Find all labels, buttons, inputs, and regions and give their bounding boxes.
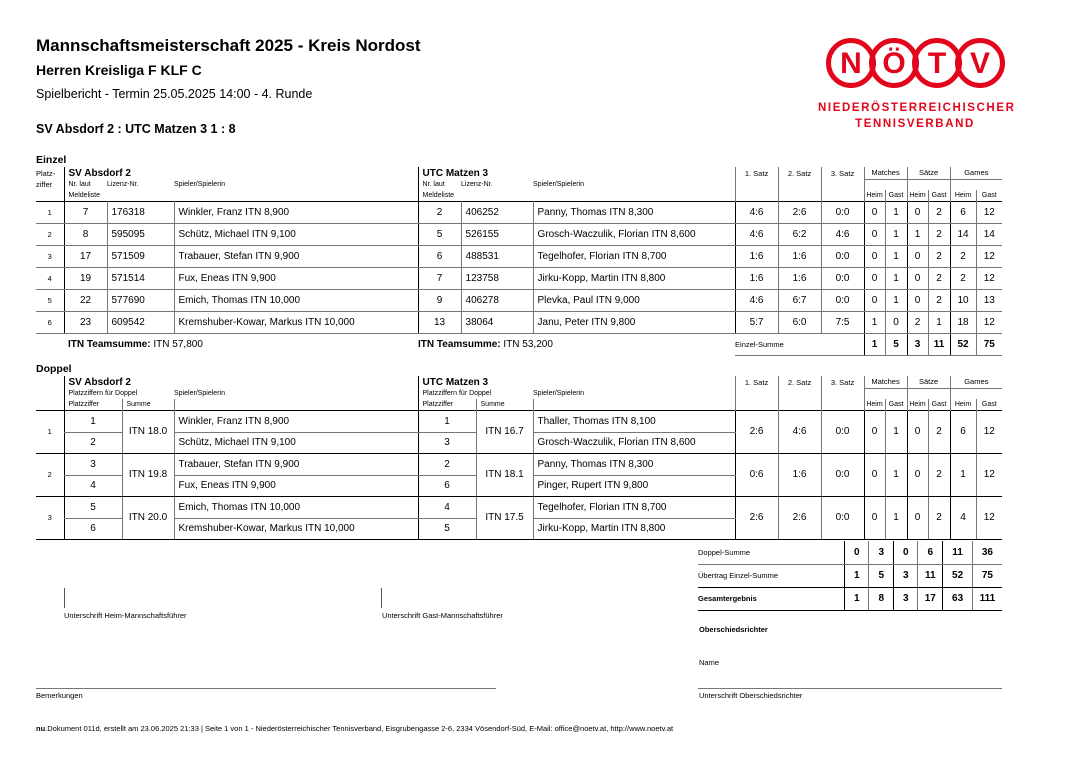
home-list-number: 7 bbox=[64, 201, 107, 223]
home-platz2: 4 bbox=[64, 475, 122, 496]
saetze-heim: Heim bbox=[907, 190, 928, 201]
home-player2: Fux, Eneas ITN 9,900 bbox=[174, 475, 418, 496]
set2-score: 1:6 bbox=[778, 267, 821, 289]
d-spieler-label: Spieler/Spielerin bbox=[174, 390, 225, 397]
matches-guest: 0 bbox=[885, 311, 907, 333]
home-itn-sum: ITN 19.8 bbox=[122, 453, 174, 496]
ziffer-label: ziffer bbox=[36, 180, 53, 189]
matches-header: Matches bbox=[864, 167, 907, 179]
sig-heim-label: Unterschrift Heim-Mannschaftsführer bbox=[64, 611, 187, 620]
games-home: 6 bbox=[950, 201, 976, 223]
einzel-sum-mh: 1 bbox=[864, 333, 885, 355]
sets-guest: 2 bbox=[928, 201, 950, 223]
spieler-label: Spieler/Spielerin bbox=[174, 181, 225, 188]
section-einzel: Einzel bbox=[36, 154, 67, 166]
matches-guest: 1 bbox=[885, 453, 907, 496]
set2-score: 6:0 bbox=[778, 311, 821, 333]
home-player: Winkler, Franz ITN 8,900 bbox=[174, 201, 418, 223]
doubles-row bbox=[36, 410, 1002, 432]
sets-home: 0 bbox=[907, 245, 928, 267]
gesamt-gh: 63 bbox=[943, 587, 973, 610]
set3-score: 4:6 bbox=[821, 223, 864, 245]
doppel-sum-mh: 0 bbox=[845, 541, 869, 564]
doubles-row bbox=[36, 453, 1002, 475]
doppel-summe-label: Doppel-Summe bbox=[698, 541, 845, 564]
d-matches-heim: Heim bbox=[864, 399, 885, 410]
guest-license: 526155 bbox=[461, 223, 533, 245]
home-list-number: 23 bbox=[64, 311, 107, 333]
set3-score: 0:0 bbox=[821, 289, 864, 311]
guest-license: 488531 bbox=[461, 245, 533, 267]
sets-guest: 2 bbox=[928, 453, 950, 496]
home-license: 176318 bbox=[107, 201, 174, 223]
logo-text-line1: NIEDERÖSTERREICHISCHER bbox=[818, 102, 1016, 114]
guest-team-name: UTC Matzen 3 bbox=[418, 167, 735, 179]
platzziffer-label: Platzziffer bbox=[64, 399, 122, 410]
matches-guest: 1 bbox=[885, 289, 907, 311]
home-player: Fux, Eneas ITN 9,900 bbox=[174, 267, 418, 289]
guest-player: Grosch-Waczulik, Florian ITN 8,600 bbox=[533, 223, 735, 245]
home-player1: Winkler, Franz ITN 8,900 bbox=[174, 410, 418, 432]
matches-home: 0 bbox=[864, 496, 885, 539]
nr-laut-label-guest: Nr. laut bbox=[418, 179, 461, 190]
home-platz1: 5 bbox=[64, 496, 122, 518]
games-home: 18 bbox=[950, 311, 976, 333]
matches-guest: 1 bbox=[885, 201, 907, 223]
home-player1: Emich, Thomas ITN 10,000 bbox=[174, 496, 418, 518]
logo-letter-oe: Ö bbox=[869, 38, 919, 88]
matches-guest: 1 bbox=[885, 267, 907, 289]
singles-row bbox=[36, 289, 1002, 311]
sets-home: 0 bbox=[907, 289, 928, 311]
set2-score: 6:7 bbox=[778, 289, 821, 311]
home-itn-sum: ITN 18.0 bbox=[122, 410, 174, 453]
home-player: Kremshuber-Kowar, Markus ITN 10,000 bbox=[174, 311, 418, 333]
bemerkungen-label: Bemerkungen bbox=[36, 691, 83, 700]
sets-home: 1 bbox=[907, 223, 928, 245]
set3-score: 7:5 bbox=[821, 311, 864, 333]
platzziffern-doppel-label: Platzziffern für Doppel bbox=[64, 388, 174, 399]
guest-player1: Panny, Thomas ITN 8,300 bbox=[533, 453, 735, 475]
guest-player: Tegelhofer, Florian ITN 8,700 bbox=[533, 245, 735, 267]
guest-list-number: 2 bbox=[418, 201, 461, 223]
sets-guest: 1 bbox=[928, 311, 950, 333]
games-guest: 12 bbox=[976, 453, 1002, 496]
set1-score: 5:7 bbox=[735, 311, 778, 333]
d-saetze-header: Sätze bbox=[907, 376, 950, 388]
games-guest: 14 bbox=[976, 223, 1002, 245]
singles-row bbox=[36, 223, 1002, 245]
set1-score: 4:6 bbox=[735, 289, 778, 311]
games-home: 10 bbox=[950, 289, 976, 311]
uebertrag-sg: 11 bbox=[918, 564, 943, 587]
guest-player1: Thaller, Thomas ITN 8,100 bbox=[533, 410, 735, 432]
guest-player2: Grosch-Waczulik, Florian ITN 8,600 bbox=[533, 432, 735, 453]
home-team-name: SV Absdorf 2 bbox=[64, 167, 418, 179]
sets-home: 0 bbox=[907, 453, 928, 496]
guest-itn-total: ITN Teamsumme: ITN 53,200 bbox=[418, 338, 553, 350]
home-platz2: 2 bbox=[64, 432, 122, 453]
sets-home: 2 bbox=[907, 311, 928, 333]
footer bbox=[36, 724, 673, 733]
saetze-gast: Gast bbox=[928, 190, 950, 201]
satz3-header: 3. Satz bbox=[821, 167, 864, 179]
games-home: 2 bbox=[950, 267, 976, 289]
doubles-position: 2 bbox=[36, 453, 64, 496]
satz1-header: 1. Satz bbox=[735, 167, 778, 179]
set1-score: 4:6 bbox=[735, 201, 778, 223]
einzel-sum-gg: 75 bbox=[976, 333, 1002, 355]
set3-score: 0:0 bbox=[821, 245, 864, 267]
doubles-home-team: SV Absdorf 2 bbox=[64, 376, 418, 388]
doppel-sum-sg: 6 bbox=[918, 541, 943, 564]
matches-home: 0 bbox=[864, 201, 885, 223]
home-player: Schütz, Michael ITN 9,100 bbox=[174, 223, 418, 245]
set1-score: 0:6 bbox=[735, 453, 778, 496]
summe-label-guest: Summe bbox=[476, 399, 533, 410]
games-home: 2 bbox=[950, 245, 976, 267]
osr-signature-label: Unterschrift Oberschiedsrichter bbox=[699, 691, 803, 700]
gesamt-gg: 111 bbox=[972, 587, 1002, 610]
gesamt-sh: 3 bbox=[894, 587, 918, 610]
matches-guest: 1 bbox=[885, 410, 907, 453]
saetze-header: Sätze bbox=[907, 167, 950, 179]
matches-home: 0 bbox=[864, 245, 885, 267]
sets-guest: 2 bbox=[928, 245, 950, 267]
guest-player1: Tegelhofer, Florian ITN 8,700 bbox=[533, 496, 735, 518]
set1-score: 1:6 bbox=[735, 245, 778, 267]
set1-score: 2:6 bbox=[735, 410, 778, 453]
gesamtergebnis-label: Gesamtergebnis bbox=[698, 587, 845, 610]
matches-home: 0 bbox=[864, 223, 885, 245]
position-number: 1 bbox=[36, 201, 64, 223]
summe-label: Summe bbox=[122, 399, 174, 410]
summary-table bbox=[698, 541, 1002, 611]
sets-home: 0 bbox=[907, 496, 928, 539]
report-subtitle: Spielbericht - Termin 25.05.2025 14:00 - 4. Runde bbox=[36, 87, 313, 101]
home-platz2: 6 bbox=[64, 518, 122, 539]
games-guest: 13 bbox=[976, 289, 1002, 311]
name-label: Name bbox=[699, 658, 720, 667]
games-guest: 12 bbox=[976, 201, 1002, 223]
sets-home: 0 bbox=[907, 201, 928, 223]
page-title: Mannschaftsmeisterschaft 2025 - Kreis Nordost bbox=[36, 36, 421, 55]
sets-guest: 2 bbox=[928, 410, 950, 453]
home-platz1: 1 bbox=[64, 410, 122, 432]
doubles-position: 1 bbox=[36, 410, 64, 453]
set2-score: 1:6 bbox=[778, 453, 821, 496]
set1-score: 2:6 bbox=[735, 496, 778, 539]
sig-heim-marker bbox=[64, 588, 65, 608]
logo-letter-t: T bbox=[912, 38, 962, 88]
games-guest: 12 bbox=[976, 410, 1002, 453]
d-games-heim: Heim bbox=[950, 399, 976, 410]
einzel-sum-gh: 52 bbox=[950, 333, 976, 355]
einzel-sum-sg: 11 bbox=[928, 333, 950, 355]
lizenz-label-guest: Lizenz-Nr. bbox=[461, 181, 493, 188]
guest-list-number: 5 bbox=[418, 223, 461, 245]
matches-home: 0 bbox=[864, 453, 885, 496]
guest-platz1: 1 bbox=[418, 410, 476, 432]
home-player2: Schütz, Michael ITN 9,100 bbox=[174, 432, 418, 453]
set3-score: 0:0 bbox=[821, 267, 864, 289]
guest-player: Janu, Peter ITN 9,800 bbox=[533, 311, 735, 333]
sets-guest: 2 bbox=[928, 289, 950, 311]
home-license: 577690 bbox=[107, 289, 174, 311]
spieler-label-guest: Spieler/Spielerin bbox=[533, 181, 584, 188]
home-license: 571514 bbox=[107, 267, 174, 289]
d-satz1-header: 1. Satz bbox=[735, 376, 778, 388]
set1-score: 4:6 bbox=[735, 223, 778, 245]
doubles-guest-team: UTC Matzen 3 bbox=[418, 376, 735, 388]
guest-itn-sum: ITN 17.5 bbox=[476, 496, 533, 539]
guest-list-number: 13 bbox=[418, 311, 461, 333]
guest-list-number: 7 bbox=[418, 267, 461, 289]
set2-score: 6:2 bbox=[778, 223, 821, 245]
set1-score: 1:6 bbox=[735, 267, 778, 289]
doppel-sum-gg: 36 bbox=[972, 541, 1002, 564]
home-list-number: 8 bbox=[64, 223, 107, 245]
set3-score: 0:0 bbox=[821, 201, 864, 223]
set3-score: 0:0 bbox=[821, 410, 864, 453]
home-list-number: 19 bbox=[64, 267, 107, 289]
section-doppel: Doppel bbox=[36, 363, 72, 375]
matches-guest: 1 bbox=[885, 496, 907, 539]
footer-text: .Dokument 011d, erstellt am 23.06.2025 21:33 | Seite 1 von 1 - Niederösterreichischer Tennisverband, Eisgrubengasse 2-6, 2334 Vösendorf-Süd, E-Mail: office@noetv.at, http://www.noetv.at bbox=[45, 724, 674, 733]
d-satz2-header: 2. Satz bbox=[778, 376, 821, 388]
home-license: 609542 bbox=[107, 311, 174, 333]
bemerkungen-line bbox=[36, 688, 496, 689]
games-heim: Heim bbox=[950, 190, 976, 201]
set2-score: 2:6 bbox=[778, 496, 821, 539]
doubles-table bbox=[36, 376, 1002, 540]
guest-license: 406278 bbox=[461, 289, 533, 311]
meldeliste-label: Meldeliste bbox=[64, 190, 107, 201]
uebertrag-sh: 3 bbox=[894, 564, 918, 587]
d-spieler-label-guest: Spieler/Spielerin bbox=[533, 390, 584, 397]
games-guest: 12 bbox=[976, 311, 1002, 333]
platz-label: Platz- bbox=[36, 168, 56, 178]
doppel-sum-sh: 0 bbox=[894, 541, 918, 564]
games-home: 1 bbox=[950, 453, 976, 496]
d-matches-gast: Gast bbox=[885, 399, 907, 410]
uebertrag-label: Übertrag Einzel-Summe bbox=[698, 564, 845, 587]
home-list-number: 22 bbox=[64, 289, 107, 311]
match-result: SV Absdorf 2 : UTC Matzen 3 1 : 8 bbox=[36, 122, 236, 136]
guest-itn-sum: ITN 16.7 bbox=[476, 410, 533, 453]
home-license: 595095 bbox=[107, 223, 174, 245]
guest-platz1: 2 bbox=[418, 453, 476, 475]
guest-list-number: 9 bbox=[418, 289, 461, 311]
home-player1: Trabauer, Stefan ITN 9,900 bbox=[174, 453, 418, 475]
guest-player: Panny, Thomas ITN 8,300 bbox=[533, 201, 735, 223]
satz2-header: 2. Satz bbox=[778, 167, 821, 179]
singles-row bbox=[36, 245, 1002, 267]
platzziffer-label-guest: Platzziffer bbox=[418, 399, 476, 410]
guest-license: 123758 bbox=[461, 267, 533, 289]
d-saetze-heim: Heim bbox=[907, 399, 928, 410]
einzel-summe-label: Einzel-Summe bbox=[735, 333, 864, 355]
guest-list-number: 6 bbox=[418, 245, 461, 267]
d-matches-header: Matches bbox=[864, 376, 907, 388]
doppel-sum-mg: 3 bbox=[869, 541, 894, 564]
home-license: 571509 bbox=[107, 245, 174, 267]
position-number: 6 bbox=[36, 311, 64, 333]
guest-platz2: 6 bbox=[418, 475, 476, 496]
games-home: 4 bbox=[950, 496, 976, 539]
games-header: Games bbox=[950, 167, 1002, 179]
home-player2: Kremshuber-Kowar, Markus ITN 10,000 bbox=[174, 518, 418, 539]
einzel-sum-sh: 3 bbox=[907, 333, 928, 355]
guest-license: 406252 bbox=[461, 201, 533, 223]
games-gast: Gast bbox=[976, 190, 1002, 201]
singles-table bbox=[36, 167, 1002, 356]
nr-laut-label: Nr. laut bbox=[64, 179, 107, 190]
sets-guest: 2 bbox=[928, 267, 950, 289]
guest-player2: Jirku-Kopp, Martin ITN 8,800 bbox=[533, 518, 735, 539]
guest-itn-sum: ITN 18.1 bbox=[476, 453, 533, 496]
singles-row bbox=[36, 201, 1002, 223]
gesamt-sg: 17 bbox=[918, 587, 943, 610]
home-player: Trabauer, Stefan ITN 9,900 bbox=[174, 245, 418, 267]
uebertrag-gg: 75 bbox=[972, 564, 1002, 587]
gesamt-mh: 1 bbox=[845, 587, 869, 610]
d-games-gast: Gast bbox=[976, 399, 1002, 410]
d-satz3-header: 3. Satz bbox=[821, 376, 864, 388]
meldeliste-label-guest: Meldeliste bbox=[418, 190, 461, 201]
doppel-sum-gh: 11 bbox=[943, 541, 973, 564]
home-list-number: 17 bbox=[64, 245, 107, 267]
matches-heim: Heim bbox=[864, 190, 885, 201]
games-guest: 12 bbox=[976, 267, 1002, 289]
position-number: 4 bbox=[36, 267, 64, 289]
matches-home: 1 bbox=[864, 311, 885, 333]
set3-score: 0:0 bbox=[821, 453, 864, 496]
logo-letter-n: N bbox=[826, 38, 876, 88]
d-games-header: Games bbox=[950, 376, 1002, 388]
gesamt-mg: 8 bbox=[869, 587, 894, 610]
lizenz-label: Lizenz-Nr. bbox=[107, 181, 139, 188]
games-home: 6 bbox=[950, 410, 976, 453]
matches-guest: 1 bbox=[885, 223, 907, 245]
singles-row bbox=[36, 267, 1002, 289]
guest-player: Jirku-Kopp, Martin ITN 8,800 bbox=[533, 267, 735, 289]
matches-guest: 1 bbox=[885, 245, 907, 267]
doubles-row bbox=[36, 496, 1002, 518]
position-number: 2 bbox=[36, 223, 64, 245]
matches-home: 0 bbox=[864, 267, 885, 289]
guest-platz2: 3 bbox=[418, 432, 476, 453]
sig-gast-label: Unterschrift Gast-Mannschaftsführer bbox=[382, 611, 503, 620]
platzziffern-doppel-label-guest: Platzziffern für Doppel bbox=[418, 388, 533, 399]
matches-home: 0 bbox=[864, 289, 885, 311]
guest-platz1: 4 bbox=[418, 496, 476, 518]
uebertrag-gh: 52 bbox=[943, 564, 973, 587]
matches-home: 0 bbox=[864, 410, 885, 453]
singles-row bbox=[36, 311, 1002, 333]
set3-score: 0:0 bbox=[821, 496, 864, 539]
home-player: Emich, Thomas ITN 10,000 bbox=[174, 289, 418, 311]
home-itn-sum: ITN 20.0 bbox=[122, 496, 174, 539]
guest-license: 38064 bbox=[461, 311, 533, 333]
set2-score: 4:6 bbox=[778, 410, 821, 453]
sets-guest: 2 bbox=[928, 223, 950, 245]
guest-player2: Pinger, Rupert ITN 9,800 bbox=[533, 475, 735, 496]
uebertrag-mg: 5 bbox=[869, 564, 894, 587]
sets-home: 0 bbox=[907, 410, 928, 453]
doubles-position: 3 bbox=[36, 496, 64, 539]
set2-score: 1:6 bbox=[778, 245, 821, 267]
position-number: 3 bbox=[36, 245, 64, 267]
oberschiedsrichter-label: Oberschiedsrichter bbox=[699, 625, 768, 634]
games-home: 14 bbox=[950, 223, 976, 245]
logo-letter-v: V bbox=[955, 38, 1005, 88]
d-saetze-gast: Gast bbox=[928, 399, 950, 410]
position-number: 5 bbox=[36, 289, 64, 311]
league-name: Herren Kreisliga F KLF C bbox=[36, 62, 202, 78]
matches-gast: Gast bbox=[885, 190, 907, 201]
sets-home: 0 bbox=[907, 267, 928, 289]
sets-guest: 2 bbox=[928, 496, 950, 539]
logo-text-line2: TENNISVERBAND bbox=[855, 118, 975, 130]
home-platz1: 3 bbox=[64, 453, 122, 475]
games-guest: 12 bbox=[976, 245, 1002, 267]
footer-prefix: nu bbox=[36, 724, 46, 733]
einzel-sum-mg: 5 bbox=[885, 333, 907, 355]
guest-platz2: 5 bbox=[418, 518, 476, 539]
osr-signature-line bbox=[698, 688, 1002, 689]
guest-player: Plevka, Paul ITN 9,000 bbox=[533, 289, 735, 311]
sig-gast-marker bbox=[381, 588, 382, 608]
uebertrag-mh: 1 bbox=[845, 564, 869, 587]
home-itn-total: ITN Teamsumme: ITN 57,800 bbox=[68, 338, 203, 350]
games-guest: 12 bbox=[976, 496, 1002, 539]
set2-score: 2:6 bbox=[778, 201, 821, 223]
